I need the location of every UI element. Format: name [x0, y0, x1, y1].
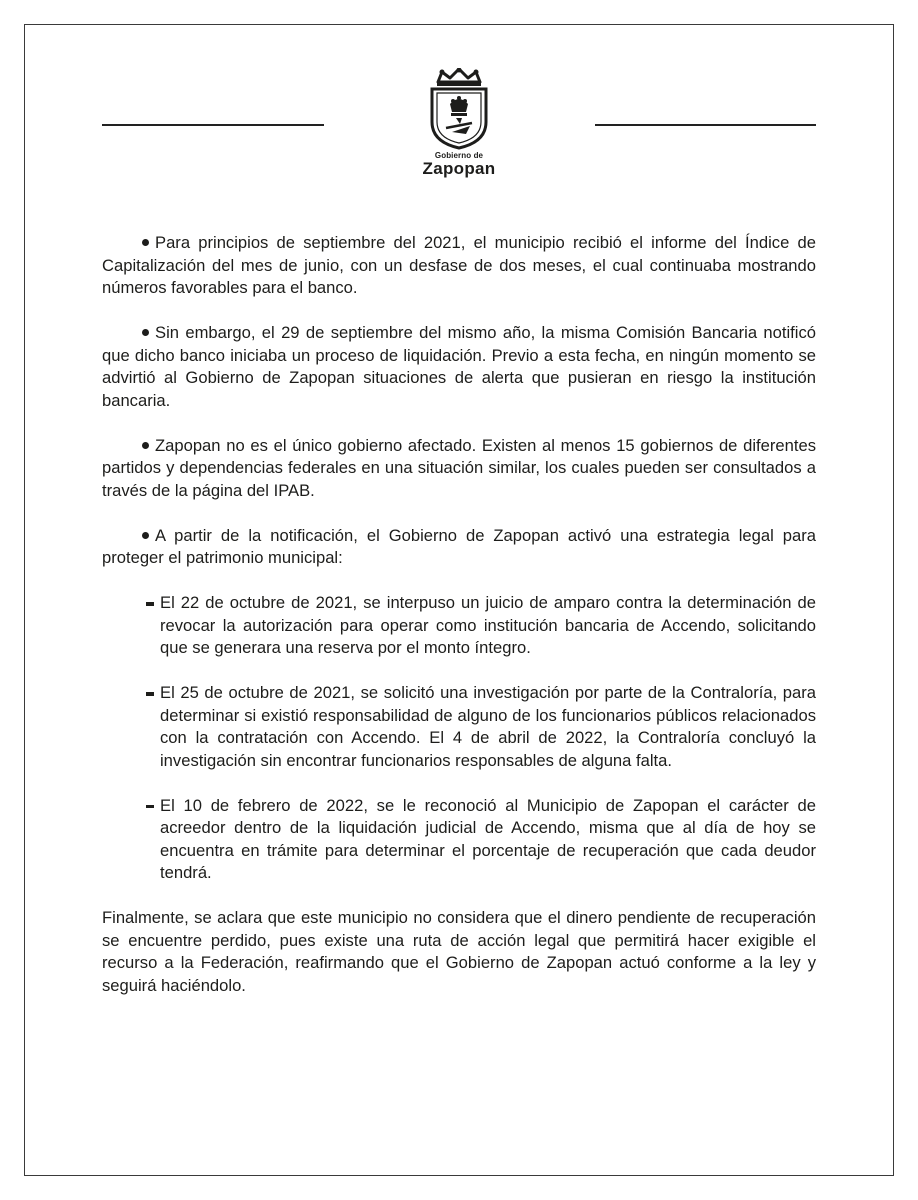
- dash-bullet-icon: [146, 692, 154, 696]
- coat-of-arms-icon: [422, 68, 496, 150]
- sub-item: [102, 795, 816, 885]
- sub-item-text: El 25 de octubre de 2021, se solicitó una investigación por parte de la Contraloría, para determinar si existió responsabilidad de alguno de los funcionarios públicos relacionados con la contratación con Accendo. El 4 de abril de 2022, la Contraloría concluyó la investigación sin encontrar funcionarios responsables de alguna falta.: [160, 683, 816, 770]
- logo-text-line1: Gobierno de: [434, 151, 484, 160]
- bullet-text: Zapopan no es el único gobierno afectado. Existen al menos 15 gobiernos de diferentes partidos y dependencias federales en una situación similar, los cuales pueden ser consultados a través de la página del IPAB.: [102, 435, 816, 500]
- bullet-dot-icon: [142, 239, 149, 246]
- bullet-paragraph: [102, 525, 816, 570]
- dash-bullet-icon: [146, 602, 154, 606]
- dash-bullet-icon: [146, 805, 154, 809]
- logo-text-line2: Zapopan: [422, 159, 496, 178]
- sub-item-text: El 22 de octubre de 2021, se interpuso un juicio de amparo contra la determinación de revocar la autorización para operar como institución bancaria de Accendo, solicitando que se generara una reserva por el monto íntegro.: [160, 593, 816, 657]
- bullet-text: A partir de la notificación, el Gobierno de Zapopan activó una estrategia legal para proteger el patrimonio municipal:: [102, 525, 816, 567]
- bullet-dot-icon: [142, 329, 149, 336]
- bullet-paragraph: [102, 232, 816, 300]
- bullet-text: Sin embargo, el 29 de septiembre del mismo año, la misma Comisión Bancaria notificó que dicho banco iniciaba un proceso de liquidación. Previo a esta fecha, en ningún momento se advirtió al Gobierno de Zapopan situaciones de alerta que pusieran en riesgo la institución bancaria.: [102, 323, 816, 410]
- zapopan-logo: [408, 68, 510, 176]
- closing-paragraph: Finalmente, se aclara que este municipio no considera que el dinero pendiente de recuperación se encuentre perdido, pues existe una ruta de acción legal que permitirá hacer exigible el recurso a la Federación, reafirmando que el Gobierno de Zapopan actuó conforme a la ley y seguirá haciéndolo.: [102, 908, 816, 995]
- bullet-dot-icon: [142, 442, 149, 449]
- document-body: [102, 232, 816, 997]
- bullet-dot-icon: [142, 532, 149, 539]
- header-rule-left: [102, 124, 324, 126]
- sub-item: [102, 592, 816, 660]
- sub-item: [102, 682, 816, 772]
- bullet-paragraph: [102, 435, 816, 503]
- bullet-paragraph: [102, 322, 816, 412]
- header-rule-right: [595, 124, 816, 126]
- sub-item-text: El 10 de febrero de 2022, se le reconoció al Municipio de Zapopan el carácter de acreedor dentro de la liquidación judicial de Accendo, misma que al día de hoy se encuentra en trámite para determinar el porcentaje de recuperación que cada deudor tendrá.: [160, 795, 816, 882]
- bullet-text: Para principios de septiembre del 2021, el municipio recibió el informe del Índice de Capitalización del mes de junio, con un desfase de dos meses, el cual continuaba mostrando números favorables para el banco.: [102, 233, 816, 297]
